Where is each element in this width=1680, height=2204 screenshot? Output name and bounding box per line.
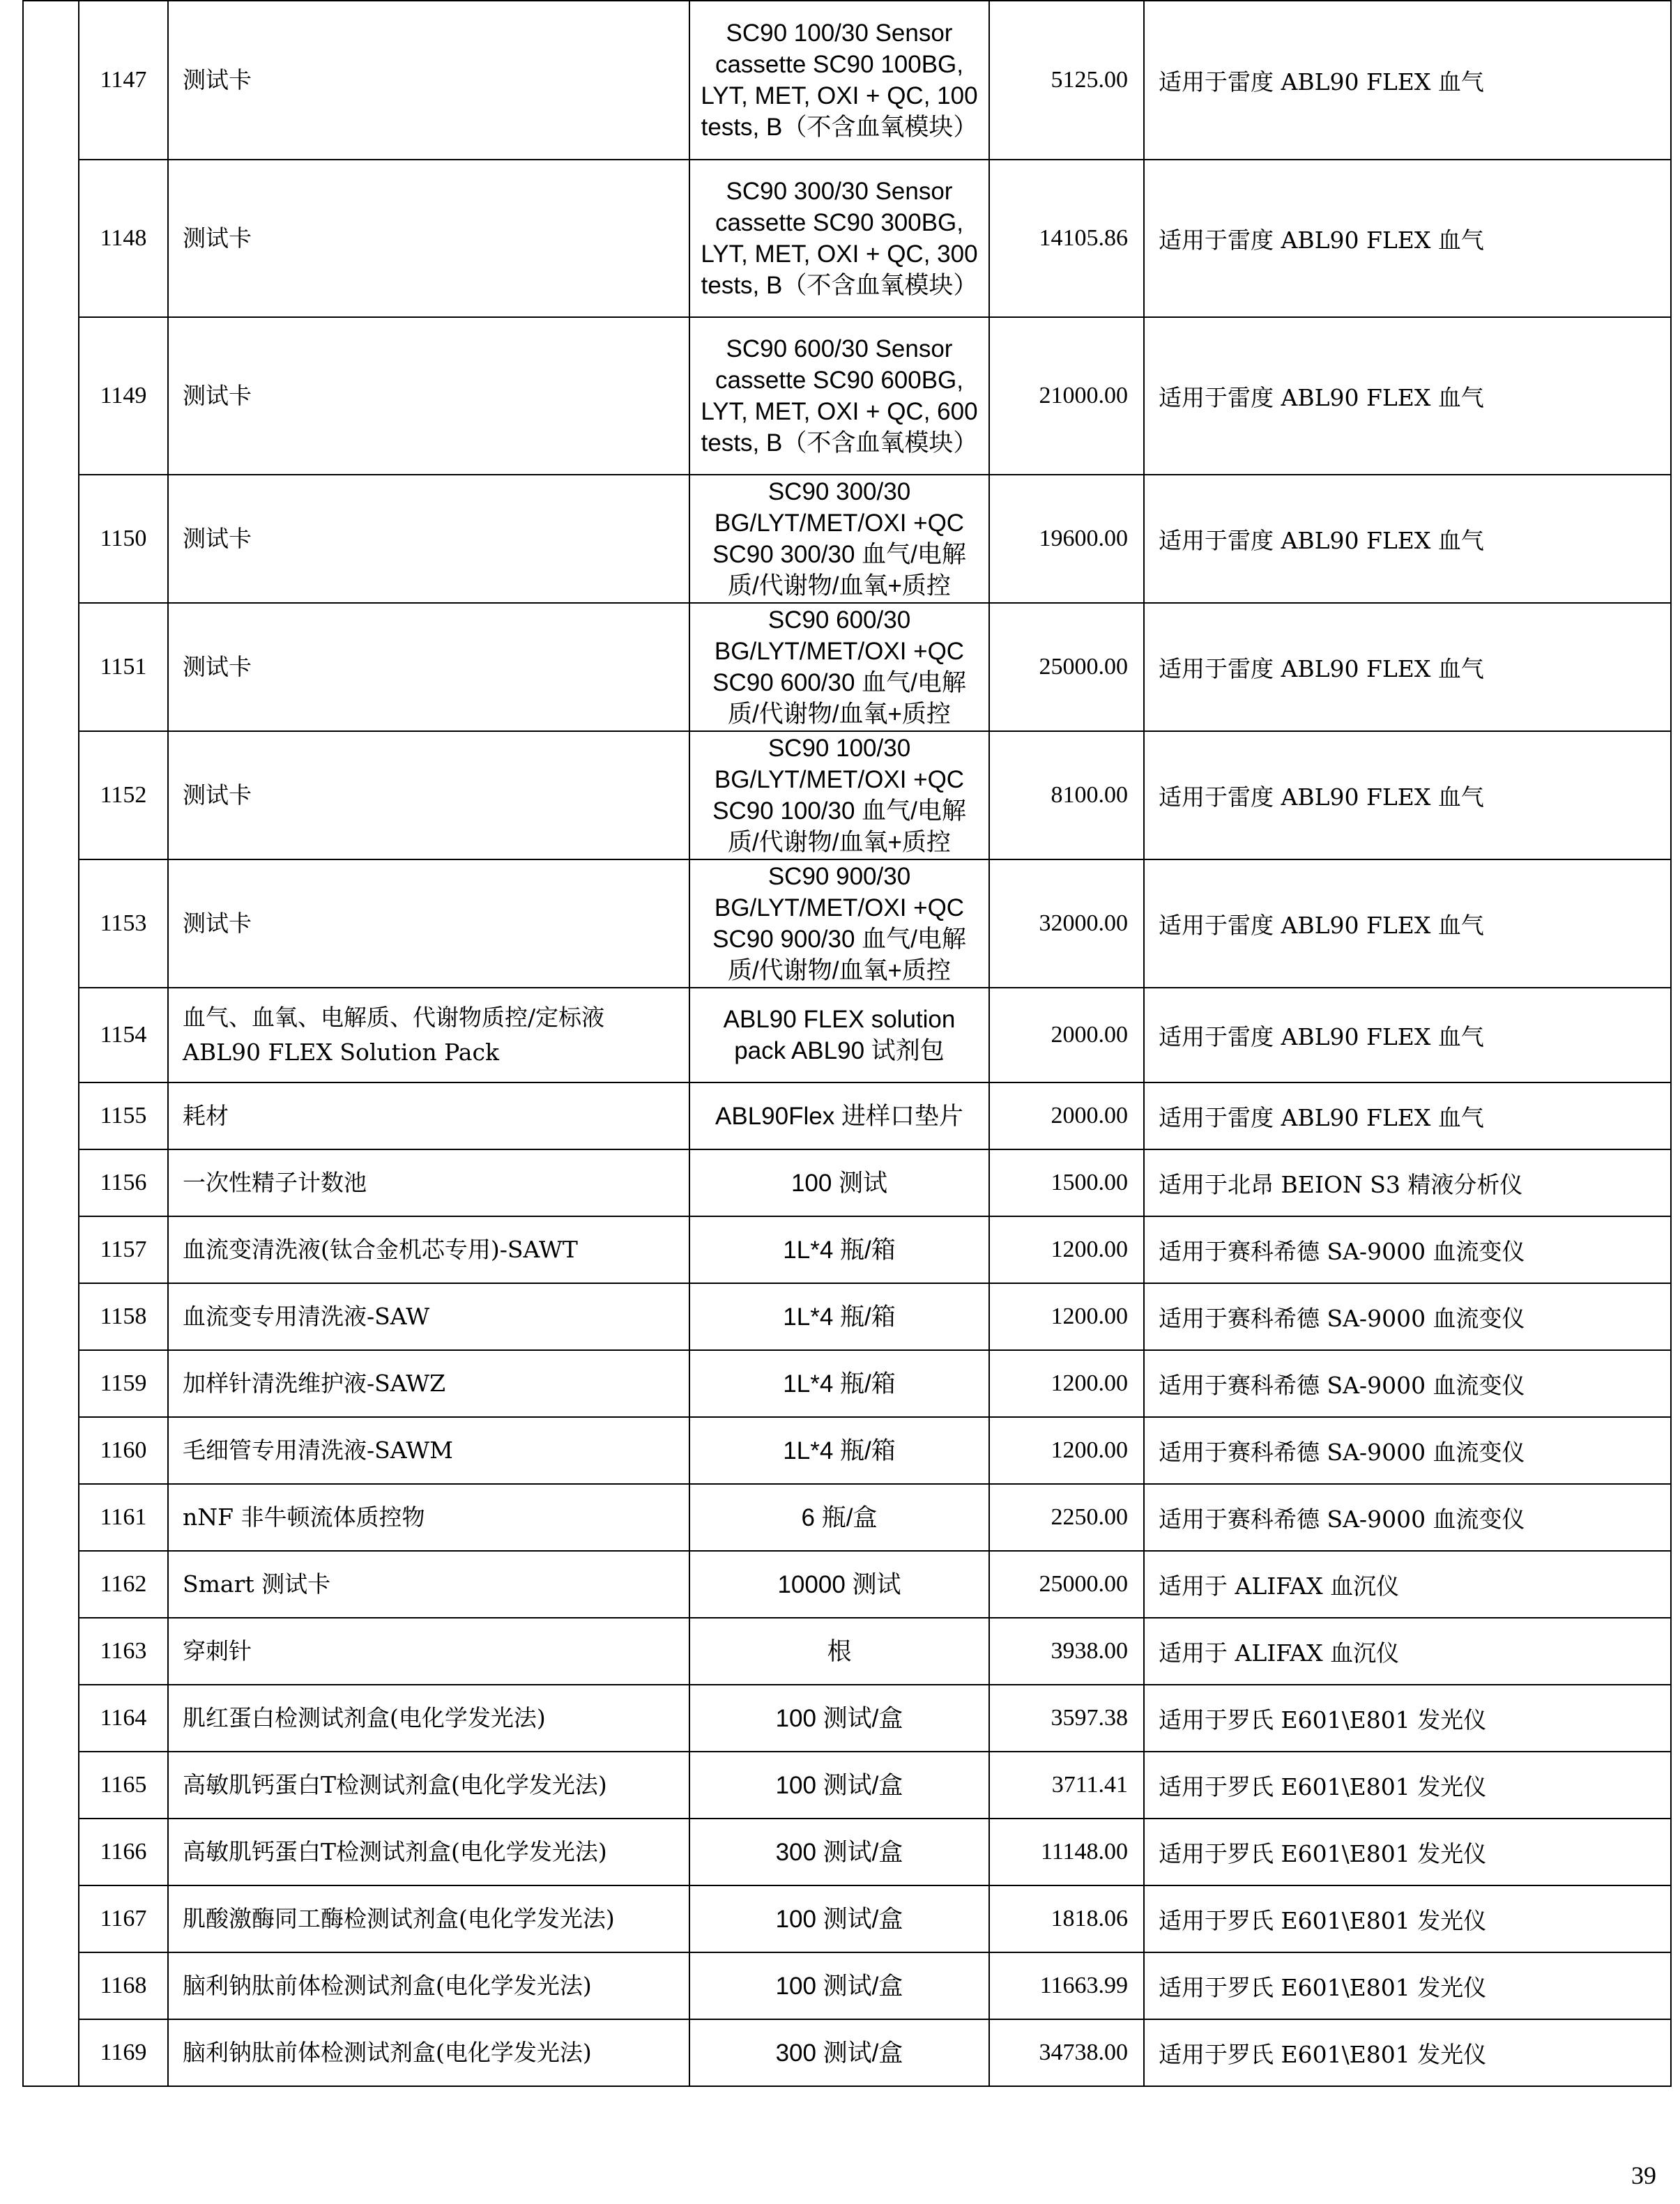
price-cell: 21000.00 [989, 317, 1144, 475]
item-name-cell: 加样针清洗维护液-SAWZ [168, 1350, 689, 1417]
row-number-cell: 1149 [79, 317, 168, 475]
spec-cell: 100 测试/盒 [689, 1752, 989, 1819]
spec-cell: 1L*4 瓶/箱 [689, 1350, 989, 1417]
item-name-cell: 测试卡 [168, 859, 689, 988]
price-cell: 11148.00 [989, 1819, 1144, 1885]
item-name-cell: 一次性精子计数池 [168, 1149, 689, 1216]
price-cell: 8100.00 [989, 731, 1144, 859]
item-name-cell: 高敏肌钙蛋白T检测试剂盒(电化学发光法) [168, 1819, 689, 1885]
item-name-cell: 测试卡 [168, 475, 689, 603]
table-row [23, 1685, 1671, 1752]
row-number-cell: 1164 [79, 1685, 168, 1752]
table-row [23, 859, 1671, 988]
note-cell: 适用于雷度 ABL90 FLEX 血气 [1144, 603, 1671, 731]
item-name-cell: 测试卡 [168, 160, 689, 317]
row-number-cell: 1156 [79, 1149, 168, 1216]
row-number-cell: 1166 [79, 1819, 168, 1885]
row-number-cell: 1155 [79, 1082, 168, 1149]
note-cell: 适用于雷度 ABL90 FLEX 血气 [1144, 160, 1671, 317]
price-cell: 32000.00 [989, 859, 1144, 988]
row-number-cell: 1153 [79, 859, 168, 988]
spec-cell: 300 测试/盒 [689, 2019, 989, 2086]
spec-cell: SC90 900/30 BG/LYT/MET/OXI +QC SC90 900/30 血气/电解质/代谢物/血氧+质控 [689, 859, 989, 988]
item-name-cell: 血流变清洗液(钛合金机芯专用)-SAWT [168, 1216, 689, 1283]
item-name-cell: 测试卡 [168, 731, 689, 859]
spec-cell: 6 瓶/盒 [689, 1484, 989, 1551]
table-row [23, 603, 1671, 731]
note-cell: 适用于赛科希德 SA-9000 血流变仪 [1144, 1484, 1671, 1551]
item-name-cell: Smart 测试卡 [168, 1551, 689, 1618]
price-cell: 3711.41 [989, 1752, 1144, 1819]
note-cell: 适用于雷度 ABL90 FLEX 血气 [1144, 731, 1671, 859]
price-table [22, 0, 1672, 2087]
row-number-cell: 1148 [79, 160, 168, 317]
price-cell: 1818.06 [989, 1885, 1144, 1952]
spec-cell: SC90 600/30 BG/LYT/MET/OXI +QC SC90 600/30 血气/电解质/代谢物/血氧+质控 [689, 603, 989, 731]
item-name-cell: 测试卡 [168, 1, 689, 160]
table-row [23, 1350, 1671, 1417]
row-number-cell: 1157 [79, 1216, 168, 1283]
spec-cell: 根 [689, 1618, 989, 1685]
spec-cell: 100 测试 [689, 1149, 989, 1216]
item-name-cell: 脑利钠肽前体检测试剂盒(电化学发光法) [168, 2019, 689, 2086]
item-name-cell: 血气、血氧、电解质、代谢物质控/定标液 ABL90 FLEX Solution Pack [168, 988, 689, 1082]
item-name-cell: 测试卡 [168, 603, 689, 731]
row-number-cell: 1169 [79, 2019, 168, 2086]
row-number-cell: 1163 [79, 1618, 168, 1685]
spec-cell: 1L*4 瓶/箱 [689, 1216, 989, 1283]
table-row [23, 1082, 1671, 1149]
price-cell: 25000.00 [989, 1551, 1144, 1618]
price-cell: 34738.00 [989, 2019, 1144, 2086]
table-row [23, 988, 1671, 1082]
price-table-container [22, 0, 1672, 2087]
note-cell: 适用于赛科希德 SA-9000 血流变仪 [1144, 1350, 1671, 1417]
note-cell: 适用于雷度 ABL90 FLEX 血气 [1144, 859, 1671, 988]
note-cell: 适用于罗氏 E601\E801 发光仪 [1144, 1685, 1671, 1752]
table-row [23, 1149, 1671, 1216]
row-number-cell: 1162 [79, 1551, 168, 1618]
price-cell: 1200.00 [989, 1216, 1144, 1283]
note-cell: 适用于 ALIFAX 血沉仪 [1144, 1551, 1671, 1618]
spec-cell: 1L*4 瓶/箱 [689, 1417, 989, 1484]
price-cell: 1200.00 [989, 1283, 1144, 1350]
row-number-cell: 1165 [79, 1752, 168, 1819]
table-row [23, 1, 1671, 160]
price-cell: 3597.38 [989, 1685, 1144, 1752]
spec-cell: ABL90Flex 进样口垫片 [689, 1082, 989, 1149]
table-row [23, 731, 1671, 859]
price-cell: 3938.00 [989, 1618, 1144, 1685]
table-row [23, 1283, 1671, 1350]
item-name-cell: 高敏肌钙蛋白T检测试剂盒(电化学发光法) [168, 1752, 689, 1819]
item-name-cell: 脑利钠肽前体检测试剂盒(电化学发光法) [168, 1952, 689, 2019]
merged-left-cell [23, 1, 79, 2086]
table-row [23, 1216, 1671, 1283]
spec-cell: 1L*4 瓶/箱 [689, 1283, 989, 1350]
table-row [23, 1952, 1671, 2019]
row-number-cell: 1159 [79, 1350, 168, 1417]
table-row [23, 160, 1671, 317]
price-cell: 2250.00 [989, 1484, 1144, 1551]
spec-cell: SC90 300/30 Sensor cassette SC90 300BG, LYT, MET, OXI + QC, 300 tests, B（不含血氧模块） [689, 160, 989, 317]
item-name-cell: 毛细管专用清洗液-SAWM [168, 1417, 689, 1484]
table-row [23, 1618, 1671, 1685]
item-name-cell: 肌红蛋白检测试剂盒(电化学发光法) [168, 1685, 689, 1752]
price-cell: 1500.00 [989, 1149, 1144, 1216]
price-cell: 5125.00 [989, 1, 1144, 160]
row-number-cell: 1151 [79, 603, 168, 731]
price-cell: 11663.99 [989, 1952, 1144, 2019]
price-cell: 1200.00 [989, 1350, 1144, 1417]
note-cell: 适用于北昂 BEION S3 精液分析仪 [1144, 1149, 1671, 1216]
row-number-cell: 1161 [79, 1484, 168, 1551]
item-name-cell: 耗材 [168, 1082, 689, 1149]
spec-cell: 300 测试/盒 [689, 1819, 989, 1885]
table-row [23, 1551, 1671, 1618]
note-cell: 适用于赛科希德 SA-9000 血流变仪 [1144, 1283, 1671, 1350]
page-number: 39 [1631, 2161, 1656, 2189]
table-row [23, 1417, 1671, 1484]
spec-cell: SC90 600/30 Sensor cassette SC90 600BG, LYT, MET, OXI + QC, 600 tests, B（不含血氧模块） [689, 317, 989, 475]
note-cell: 适用于赛科希德 SA-9000 血流变仪 [1144, 1417, 1671, 1484]
spec-cell: 100 测试/盒 [689, 1952, 989, 2019]
item-name-cell: 肌酸激酶同工酶检测试剂盒(电化学发光法) [168, 1885, 689, 1952]
spec-cell: ABL90 FLEX solution pack ABL90 试剂包 [689, 988, 989, 1082]
note-cell: 适用于赛科希德 SA-9000 血流变仪 [1144, 1216, 1671, 1283]
note-cell: 适用于 ALIFAX 血沉仪 [1144, 1618, 1671, 1685]
spec-cell: SC90 100/30 BG/LYT/MET/OXI +QC SC90 100/30 血气/电解质/代谢物/血氧+质控 [689, 731, 989, 859]
note-cell: 适用于雷度 ABL90 FLEX 血气 [1144, 475, 1671, 603]
item-name-cell: 血流变专用清洗液-SAW [168, 1283, 689, 1350]
price-cell: 14105.86 [989, 160, 1144, 317]
row-number-cell: 1167 [79, 1885, 168, 1952]
table-row [23, 1819, 1671, 1885]
spec-cell: SC90 300/30 BG/LYT/MET/OXI +QC SC90 300/30 血气/电解质/代谢物/血氧+质控 [689, 475, 989, 603]
note-cell: 适用于雷度 ABL90 FLEX 血气 [1144, 1, 1671, 160]
note-cell: 适用于罗氏 E601\E801 发光仪 [1144, 2019, 1671, 2086]
price-cell: 1200.00 [989, 1417, 1144, 1484]
table-row [23, 1885, 1671, 1952]
row-number-cell: 1154 [79, 988, 168, 1082]
note-cell: 适用于罗氏 E601\E801 发光仪 [1144, 1752, 1671, 1819]
spec-cell: 100 测试/盒 [689, 1685, 989, 1752]
table-row [23, 475, 1671, 603]
row-number-cell: 1147 [79, 1, 168, 160]
row-number-cell: 1152 [79, 731, 168, 859]
item-name-cell: nNF 非牛顿流体质控物 [168, 1484, 689, 1551]
price-cell: 2000.00 [989, 1082, 1144, 1149]
note-cell: 适用于罗氏 E601\E801 发光仪 [1144, 1952, 1671, 2019]
table-row [23, 1484, 1671, 1551]
note-cell: 适用于罗氏 E601\E801 发光仪 [1144, 1885, 1671, 1952]
table-body [23, 1, 1671, 2086]
note-cell: 适用于雷度 ABL90 FLEX 血气 [1144, 988, 1671, 1082]
note-cell: 适用于罗氏 E601\E801 发光仪 [1144, 1819, 1671, 1885]
table-row [23, 1752, 1671, 1819]
spec-cell: SC90 100/30 Sensor cassette SC90 100BG, LYT, MET, OXI + QC, 100 tests, B（不含血氧模块） [689, 1, 989, 160]
row-number-cell: 1160 [79, 1417, 168, 1484]
table-row [23, 317, 1671, 475]
price-cell: 25000.00 [989, 603, 1144, 731]
row-number-cell: 1168 [79, 1952, 168, 2019]
row-number-cell: 1158 [79, 1283, 168, 1350]
spec-cell: 10000 测试 [689, 1551, 989, 1618]
price-cell: 19600.00 [989, 475, 1144, 603]
table-row [23, 2019, 1671, 2086]
price-cell: 2000.00 [989, 988, 1144, 1082]
note-cell: 适用于雷度 ABL90 FLEX 血气 [1144, 1082, 1671, 1149]
note-cell: 适用于雷度 ABL90 FLEX 血气 [1144, 317, 1671, 475]
spec-cell: 100 测试/盒 [689, 1885, 989, 1952]
item-name-cell: 测试卡 [168, 317, 689, 475]
item-name-cell: 穿刺针 [168, 1618, 689, 1685]
row-number-cell: 1150 [79, 475, 168, 603]
